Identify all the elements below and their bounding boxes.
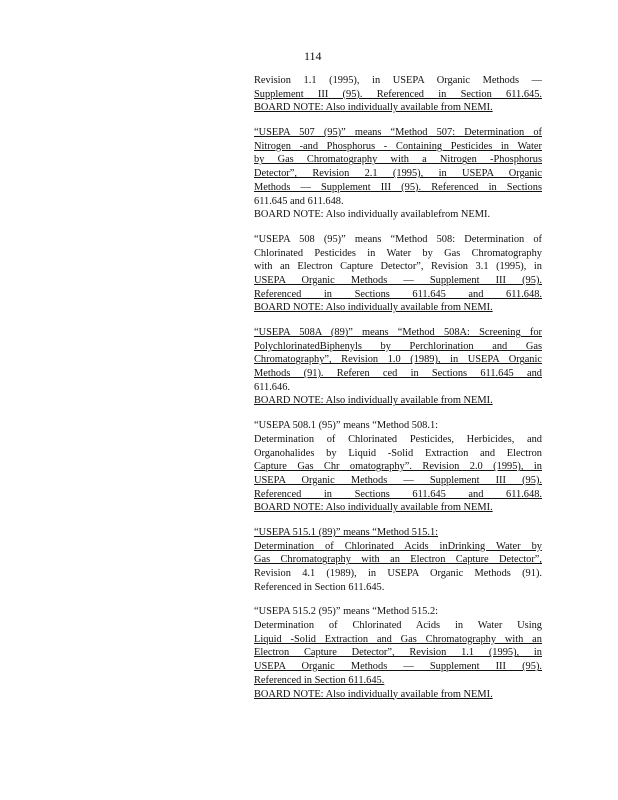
definition-entry [254, 526, 542, 594]
text-line: Determination of Chlorinated Pesticides, Herbicides, and [254, 433, 542, 445]
text-line: BOARD NOTE: Also individually availablefrom NEMI. [254, 209, 491, 221]
text-line: 611.645 and 611.648. [254, 195, 344, 207]
text-line: 611.646. [254, 381, 290, 393]
text-line: USEPA Organic Methods — Supplement III (95). [254, 661, 542, 673]
text-line: Electron Capture Detector”, Revision 1.1 (1995), in [254, 647, 542, 659]
definition-entry [254, 233, 542, 315]
definitions-list [254, 74, 542, 712]
text-line: Nitrogen -and Phosphorus - Containing Pesticides in Water [254, 140, 542, 152]
text-line: Organohalides by Liquid -Solid Extraction and Electron [254, 447, 542, 459]
text-line: Supplement III (95). Referenced in Section 611.645. [254, 88, 542, 100]
definition-entry [254, 419, 542, 515]
text-line: by Gas Chromatography with a Nitrogen -Phosphorus [254, 154, 542, 166]
text-line: Gas Chromatography with an Electron Capture Detector”, [254, 554, 542, 566]
text-line: BOARD NOTE: Also individually available from NEMI. [254, 395, 493, 407]
text-line: “USEPA 508 (95)” means “Method 508: Determination of [254, 233, 542, 245]
text-line: Referenced in Sections 611.645 and 611.648. [254, 288, 542, 300]
text-line: PolychlorinatedBiphenyls by Perchlorination and Gas [254, 340, 542, 352]
text-line: Chromatography”, Revision 1.0 (1989), in USEPA Organic [254, 354, 542, 366]
text-line: Liquid -Solid Extraction and Gas Chromatography with an [254, 633, 542, 645]
text-line: “USEPA 508.1 (95)” means “Method 508.1: [254, 420, 439, 432]
text-line: Determination of Chlorinated Acids in Water Using [254, 620, 542, 632]
text-line: BOARD NOTE: Also individually available from NEMI. [254, 302, 493, 314]
text-line: with an Electron Capture Detector”, Revision 3.1 (1995), in [254, 261, 542, 273]
text-line: Methods — Supplement III (95). Referenced in Sections [254, 181, 542, 193]
text-line: Determination of Chlorinated Acids inDrinking Water by [254, 540, 542, 552]
text-line: “USEPA 507 (95)” means “Method 507: Determination of [254, 127, 542, 139]
text-line: “USEPA 515.1 (89)” means “Method 515.1: [254, 526, 439, 538]
text-line: BOARD NOTE: Also individually available from NEMI. [254, 102, 493, 114]
text-line: Chlorinated Pesticides in Water by Gas Chromatography [254, 247, 542, 259]
definition-entry [254, 126, 542, 222]
text-line: Detector”, Revision 2.1 (1995), in USEPA Organic [254, 168, 542, 180]
text-line: “USEPA 515.2 (95)” means “Method 515.2: [254, 606, 439, 618]
definition-entry [254, 74, 542, 115]
text-line: BOARD NOTE: Also individually available from NEMI. [254, 502, 493, 514]
text-line: Revision 1.1 (1995), in USEPA Organic Methods — [254, 75, 542, 86]
text-line: Methods (91). Referen ced in Sections 611.645 and [254, 368, 542, 380]
text-line: USEPA Organic Methods — Supplement III (95). [254, 474, 542, 486]
text-line: Capture Gas Chr omatography”. Revision 2.0 (1995), in [254, 461, 542, 473]
text-line: Referenced in Sections 611.645 and 611.648. [254, 488, 542, 500]
text-line: Referenced in Section 611.645. [254, 674, 385, 686]
definition-entry [254, 326, 542, 408]
page-number: 114 [304, 49, 322, 63]
definition-entry [254, 605, 542, 701]
text-line: “USEPA 508A (89)” means “Method 508A: Screening for [254, 327, 542, 338]
text-line: Revision 4.1 (1989), in USEPA Organic Methods (91). [254, 568, 542, 579]
text-line: Referenced in Section 611.645. [254, 581, 385, 593]
text-line: BOARD NOTE: Also individually available from NEMI. [254, 688, 493, 700]
text-line: USEPA Organic Methods — Supplement III (95). [254, 274, 542, 286]
